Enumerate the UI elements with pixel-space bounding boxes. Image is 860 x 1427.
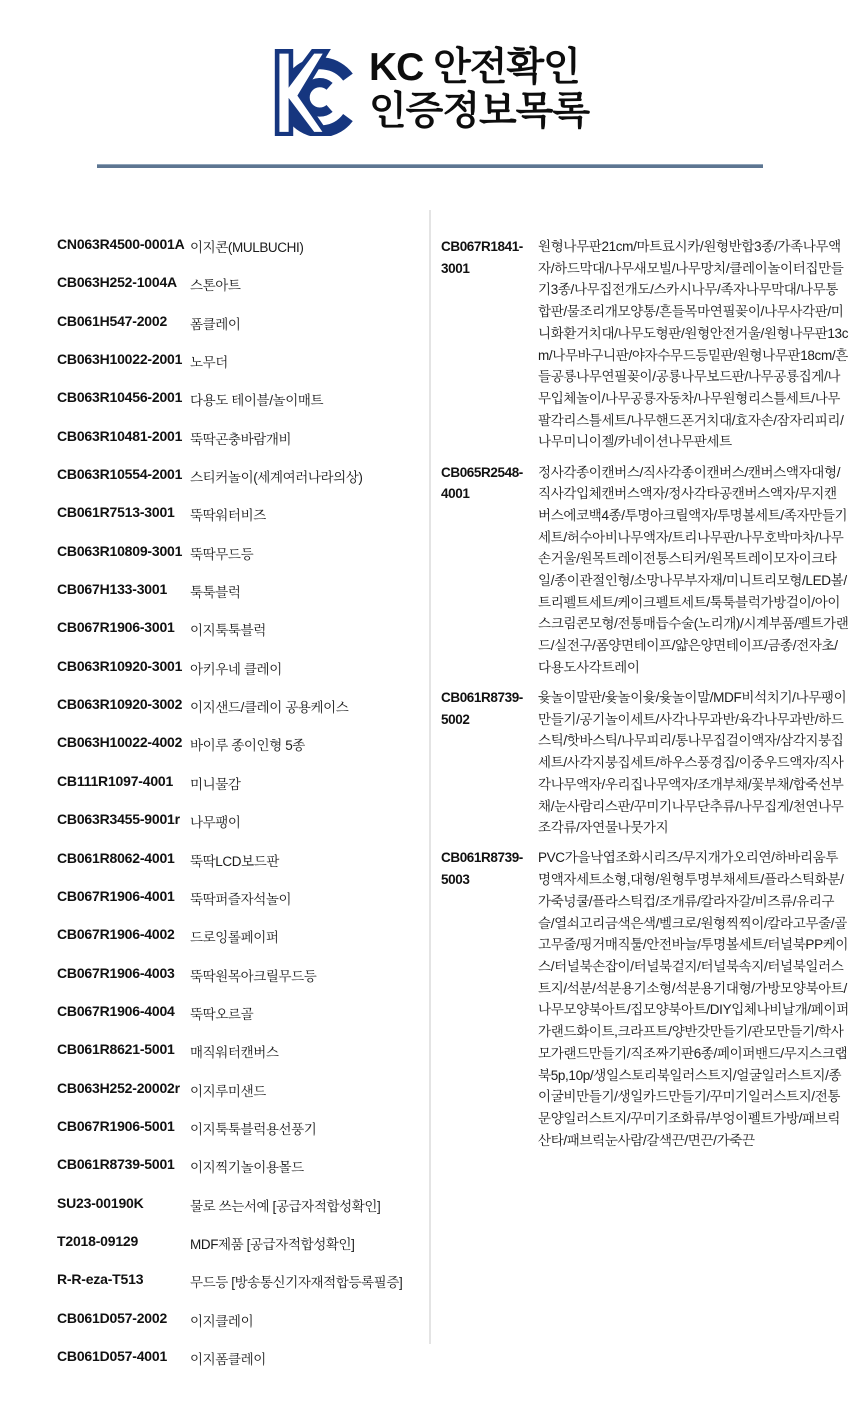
- certification-row: [57, 1041, 429, 1079]
- certification-code: R-R-eza-T513: [57, 1271, 144, 1288]
- document-header: [0, 0, 860, 136]
- product-name: 뚝딱LCD보드판: [190, 853, 280, 869]
- certification-row: [57, 1195, 429, 1233]
- product-name: 바이루 종이인형 5종: [190, 738, 305, 754]
- certification-code: CB065R2548-4001: [441, 464, 523, 502]
- product-name: 이지콘(MULBUCHI): [190, 240, 304, 255]
- certification-code: CB061H547-2002: [57, 312, 168, 329]
- certification-code: CB067H133-3001: [57, 581, 168, 598]
- certification-row: [57, 543, 429, 581]
- certification-row: [57, 696, 429, 734]
- certification-code: CB063R10481-2001: [57, 427, 183, 444]
- certification-code: CB061R8739-5002: [441, 690, 523, 727]
- certification-row: [57, 734, 429, 772]
- product-name: 뚝딱원목아크릴무드등: [190, 968, 317, 984]
- product-name: 스톤아트: [190, 278, 241, 294]
- certification-row: [57, 504, 429, 542]
- certification-code: CB063H10022-4002: [57, 734, 183, 751]
- certification-code: CB063R10809-3001: [57, 542, 183, 559]
- product-name: 뚝딱무드등: [190, 546, 254, 562]
- certification-row: [57, 1156, 429, 1194]
- page-title-line2: 인증정보목록: [368, 90, 590, 133]
- certification-row: [57, 773, 429, 811]
- certification-row: [57, 1118, 429, 1156]
- product-name-list: PVC가을낙엽조화시리즈/무지개가오리연/하바리움투명액자세트소형,대형/원형투명부채세트/플라스틱화분/가죽넝쿨/플라스틱컵/조개류/칼라자갈/비즈류/유리구슬/열쇠고리금색은색/벨크로/원형찍찍이/칼라고무줄/골고무줄/핑거매직툴/안전바늘/투명볼세트/터널북PP케이스/터널북손잡이/터널북겉지/터널북속지/터널북일러스트지/석분/석분용기소형/석분용기대형/가방모양북아트/나무모양북아트/집모양북아트/DIY입체나비날개/페이퍼가랜드화이트,크라프트/양반갓만들기/관모만들기/학사모가랜드만들기/직조짜기판6종/페이퍼밴드/무지스크랩북5p,10p/생일스토리북일러스트지/얼굴일러스트지/종이굴비만들기/생일카드만들기/꾸미기일러스트지/전통문양일러스트지/꾸미기조화류/부엉이펠트가방/패브릭산타/패브릭눈사람/갈색끈/면끈/가죽끈: [538, 850, 849, 1148]
- product-name-list: 원형나무판21cm/마트료시카/원형반합3종/가족나무액자/하드막대/나무새모빌/나무망치/클레이놀이터집만들기3종/나무집전개도/스카시나무/족자나무막대/나무통합판/물조리개모양통/흔들목마연필꽂이/나무사각판/미니화환거치대/나무도형판/원형안전거울/원형나무판13cm/나무바구니판/야자수무드등밑판/원형나무판18cm/흔들공룡나무연필꽂이/공룡나무보드판/나무공룡집게/나무입체놀이/나무공룡자동차/나무원형리스틀세트/나무팔각리스틀세트/나무핸드폰거치대/효자손/잠자리피리/나무미니이젤/카네이션나무판세트: [538, 239, 849, 450]
- product-name: MDF제품 [공급자적합성확인]: [190, 1236, 355, 1252]
- certification-code: SU23-00190K: [57, 1194, 144, 1211]
- certification-row: [57, 619, 429, 657]
- certification-code: CB067R1841-3001: [441, 239, 523, 276]
- product-name: 다용도 테이블/놀이매트: [190, 393, 324, 409]
- certification-entry: [441, 236, 849, 453]
- certification-row: [57, 236, 429, 274]
- product-name: 드로잉롤페이퍼: [190, 930, 279, 946]
- certification-row: [57, 811, 429, 849]
- certification-row: [57, 1271, 429, 1309]
- product-name: 나무팽이: [190, 815, 241, 831]
- certification-code: CB063R10554-2001: [57, 466, 183, 483]
- certification-row: [57, 926, 429, 964]
- certification-code: CB063R3455-9001r: [57, 811, 180, 828]
- certification-row: [57, 1348, 429, 1386]
- product-name: 이지툭툭블럭: [190, 623, 266, 639]
- certification-list-right: [431, 236, 849, 1386]
- product-name: 뚝딱워터비즈: [190, 508, 266, 524]
- product-name: 뚝딱오르골: [190, 1006, 254, 1022]
- certification-code: CN063R4500-0001A: [57, 236, 185, 252]
- product-name: 이지툭툭블럭용선풍기: [190, 1121, 317, 1137]
- certification-code: T2018-09129: [57, 1232, 139, 1249]
- certification-entry: [441, 847, 849, 1151]
- certification-row: [57, 658, 429, 696]
- product-name: 툭툭블럭: [190, 585, 241, 601]
- product-name: 이지샌드/클레이 공용케이스: [190, 700, 349, 716]
- certification-row: [57, 428, 429, 466]
- certification-row: [57, 313, 429, 351]
- product-name: 미니물감: [190, 776, 241, 792]
- certification-row: [57, 1003, 429, 1041]
- product-name: 이지루미샌드: [190, 1083, 266, 1099]
- certification-code: CB111R1097-4001: [57, 772, 174, 789]
- certification-code: CB061R8621-5001: [57, 1041, 175, 1058]
- certification-row: [57, 965, 429, 1003]
- certification-row: [57, 466, 429, 504]
- product-name: 이지폼클레이: [190, 1351, 266, 1367]
- product-name: 폼클레이: [190, 316, 241, 332]
- product-name-list: 정사각종이캔버스/직사각종이캔버스/캔버스액자대형/직사각입체캔버스액자/정사각타공캔버스액자/무지캔버스에코백4종/투명아크릴액자/투명볼세트/족자만들기세트/허수아비나무액자/트리나무판/나무호박마차/나무손거울/원목트레이전통스티커/원목트레이모자이크타일/종이관절인형/소망나무부자재/미니트리모형/LED볼/트리펠트세트/케이크펠트세트/툭툭블럭가방걸이/아이스크림콘모형/전통매듭수술(노리개)/시계부품/펠트가랜드/실전구/폼양면테이프/얇은양면테이프/금종/전자초/다용도사각트레이: [538, 464, 849, 675]
- certification-entry: [441, 462, 849, 679]
- certification-row: [57, 581, 429, 619]
- certification-code: CB067R1906-5001: [57, 1117, 175, 1134]
- certification-row: [57, 389, 429, 427]
- certification-code: CB067R1906-4001: [57, 887, 175, 904]
- product-name: 노무더: [190, 355, 228, 371]
- product-name: 매직워터캔버스: [190, 1045, 279, 1061]
- product-name: 이지찍기놀이용몰드: [190, 1160, 304, 1176]
- product-name: 물로 쓰는서예 [공급자적합성확인]: [190, 1198, 381, 1214]
- certification-row: [57, 274, 429, 312]
- certification-row: [57, 1233, 429, 1271]
- certification-code: CB063R10920-3002: [57, 696, 183, 713]
- certification-code: CB063R10456-2001: [57, 389, 183, 406]
- certification-list-left: [57, 236, 429, 1386]
- certification-code: CB063H252-1004A: [57, 274, 177, 291]
- certification-row: [57, 850, 429, 888]
- certification-row: [57, 1310, 429, 1348]
- certification-row: [57, 1080, 429, 1118]
- certification-list: [0, 168, 860, 1386]
- certification-code: CB067R1906-3001: [57, 619, 175, 636]
- certification-code: CB067R1906-4002: [57, 926, 175, 943]
- certification-entry: [441, 687, 849, 839]
- product-name: 이지클레이: [190, 1313, 254, 1329]
- certification-code: CB061R8062-4001: [57, 849, 175, 866]
- certification-code: CB061D057-4001: [57, 1347, 168, 1364]
- certification-row: [57, 351, 429, 389]
- certification-code: CB063H10022-2001: [57, 351, 183, 368]
- certification-code: CB061R8739-5001: [57, 1156, 175, 1173]
- certification-code: CB061R8739-5003: [441, 850, 523, 888]
- certification-row: [57, 888, 429, 926]
- certification-code: CB067R1906-4004: [57, 1002, 175, 1019]
- product-name: 무드등 [방송통신기자재적합등록필증]: [190, 1275, 403, 1291]
- product-name-list: 윷놀이말판/윷놀이윷/윷놀이말/MDF비석치기/나무팽이만들기/공기놀이세트/사각나무과반/육각나무과반/하드스틱/핫바스틱/나무피리/통나무집걸이액자/삼각지붕집세트/사각지붕집세트/하우스풍경집/이중우드액자/직사각나무액자/우리집나무액자/조개부채/꽃부채/합죽선부채/눈사람리스판/꾸미기나무단추류/나무집게/천연나무조각류/자연물나뭇가지: [538, 690, 847, 836]
- product-name: 스티커놀이(세계여러나라의상): [190, 470, 363, 486]
- product-name: 뚝딱곤충바람개비: [190, 431, 292, 447]
- kc-mark-icon: [271, 44, 355, 136]
- certification-code: CB067R1906-4003: [57, 964, 175, 981]
- product-name: 뚝딱퍼즐자석놀이: [190, 891, 292, 907]
- page-title-line1: KC 안전확인: [368, 45, 580, 89]
- certification-code: CB063R10920-3001: [57, 657, 183, 674]
- certification-code: CB061D057-2002: [57, 1309, 168, 1326]
- certification-code: CB061R7513-3001: [57, 504, 175, 521]
- certification-code: CB063H252-20002r: [57, 1079, 180, 1096]
- product-name: 아키우네 클레이: [190, 661, 282, 677]
- page-title: [369, 46, 589, 134]
